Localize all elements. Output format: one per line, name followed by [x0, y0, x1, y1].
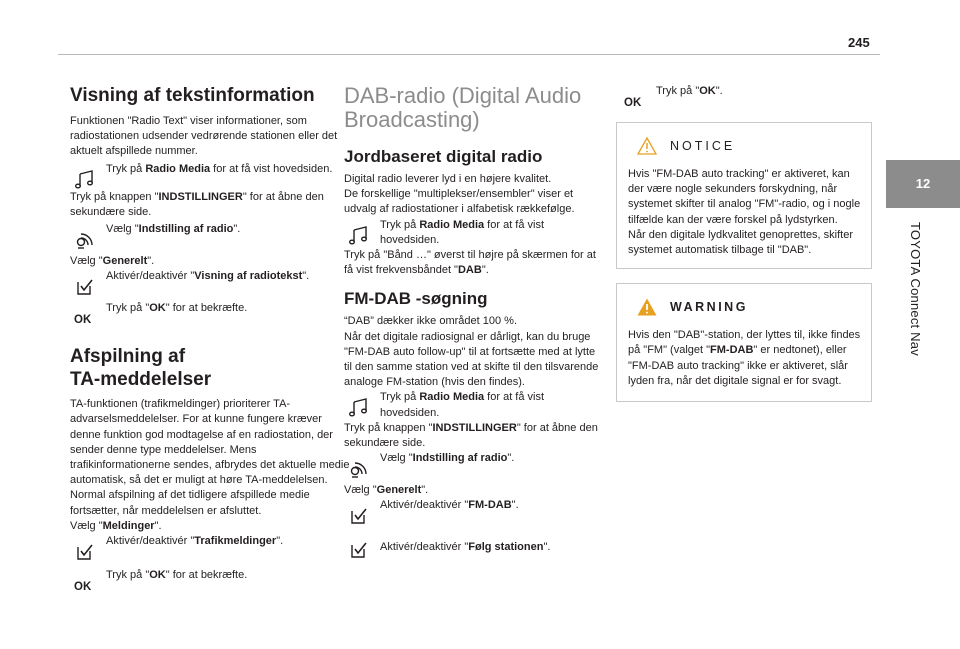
step-text: Tryk på Radio Media for at få vist hovedsiden. [106, 162, 333, 175]
step-text: Vælg "Indstilling af radio". [380, 452, 515, 465]
paragraph: TA-funktionen (trafikmeldinger) prioriterer TA-advarselsmeddelelser. For at kunne fungere kræver denne funktion god modtagelse af en radiostation, der sender denne type meddelelser. Mens trafikinformationerne sendes, afbrydes det aktuelle medie automatisk, så det er muligt at høre TA-meddelelsen. Normal afspilning af det tidligere afspillede medie fortsætter, når meddelelsen er afsluttet. [70, 398, 350, 517]
ok-button-icon: OK [624, 97, 642, 109]
step-text: Tryk på "OK". [656, 85, 723, 97]
step-text: Aktivér/deaktivér "Følg stationen". [380, 541, 551, 554]
step-toggle-traffic [70, 534, 355, 562]
heading-ta: Afspilning af TA-meddelelser [70, 346, 212, 391]
step-text: Tryk på "OK" for at bekræfte. [106, 302, 248, 315]
column-2 [344, 84, 606, 560]
music-note-icon [346, 222, 372, 248]
step-confirm-ok [620, 84, 877, 120]
paragraph: Tryk på "Bånd …" øverst til højre på skærmen for at få vist frekvensbåndet "DAB". [344, 249, 596, 277]
warning-header [636, 294, 861, 320]
notice-text: Når den digitale lydkvalitet genoprettes, skifter systemet automatisk tilbage til "DAB". [628, 228, 854, 257]
paragraph: Tryk på knappen "INDSTILLINGER" for at åbne den sekundære side. [344, 421, 598, 450]
step-radio-settings [70, 222, 355, 252]
warning-box [616, 283, 872, 402]
step-radio-media [344, 390, 606, 420]
paragraph: Digital radio leverer lyd i en højere kvalitet. [344, 173, 552, 185]
warning-title: WARNING [670, 300, 748, 315]
column-1 [70, 84, 355, 596]
notice-header [636, 133, 861, 159]
step-text: Tryk på Radio Media for at få vist hovedsiden. [380, 391, 545, 419]
step-text: Aktivér/deaktivér "FM-DAB". [380, 499, 519, 512]
ok-button-icon: OK [74, 581, 92, 594]
paragraph: Vælg "Generelt". [344, 484, 429, 497]
radio-signal-icon [346, 455, 372, 481]
heading-terrestrial: Jordbaseret digital radio [344, 147, 543, 166]
header-rule [58, 54, 880, 55]
notice-text: Hvis "FM-DAB auto tracking" er aktiveret, kan der være nogle sekunders forskydning, når systemet skifter til analog "FM"-radio, og i nogle tilfælde kan der være forskel på lydstyrken. [628, 168, 861, 226]
column-3 [622, 84, 877, 402]
step-radio-media [344, 218, 606, 248]
paragraph: Tryk på knappen "INDSTILLINGER" for at åbne den sekundære side. [70, 190, 324, 218]
music-note-icon [72, 166, 98, 192]
paragraph: Funktionen "Radio Text" viser informationer, som radiostationen udsender vedrørende stationen eller det aktuelt afspillede nummer. [70, 115, 338, 158]
step-toggle-follow [344, 532, 606, 560]
music-note-icon [346, 394, 372, 420]
step-text: Aktivér/deaktivér "Trafikmeldinger". [106, 535, 284, 548]
paragraph: Vælg "Meldinger". [70, 519, 162, 532]
paragraph: “DAB” dækker ikke området 100 %. [344, 315, 518, 328]
step-confirm-ok [70, 568, 355, 596]
warning-triangle-icon [636, 297, 658, 317]
ok-button-icon: OK [74, 314, 92, 327]
chapter-number: 12 [915, 176, 931, 191]
heading-fm-dab: FM-DAB -søgning [344, 289, 488, 309]
step-confirm-ok [70, 301, 355, 333]
sidebar-title-text: TOYOTA Connect Nav [908, 222, 923, 356]
chapter-tab[interactable] [886, 160, 960, 208]
step-text: Vælg "Indstilling af radio". [106, 223, 241, 236]
notice-triangle-icon [636, 136, 658, 156]
checkbox-icon [72, 273, 98, 299]
step-text: Aktivér/deaktivér "Visning af radiotekst". [106, 270, 310, 283]
paragraph: Når det digitale radiosignal er dårligt, kan du bruge "FM-DAB auto follow-up" til at fortsætte med at lytte til den samme station ved at skifte til den tilsvarende analoge FM-station (hvis den findes). [344, 330, 599, 389]
step-text: Tryk på Radio Media for at få vist hovedsiden. [380, 218, 545, 246]
step-toggle-radiotext [70, 269, 355, 297]
step-radio-settings [344, 451, 606, 481]
notice-title: NOTICE [670, 139, 736, 153]
checkbox-icon [346, 536, 372, 562]
step-toggle-fmdab [344, 498, 606, 526]
radio-signal-icon [72, 226, 98, 252]
step-text: Tryk på "OK" for at bekræfte. [106, 569, 248, 582]
checkbox-icon [72, 538, 98, 564]
warning-text: Hvis den "DAB"-station, der lyttes til, ikke findes på "FM" (valget "FM-DAB" er nedtonet), eller "FM-DAB auto tracking" ikke er aktiveret, slår lyden fra, når det digitale signal er for svagt. [628, 329, 861, 387]
section-title-dab: DAB-radio (Digital Audio Broadcasting) [344, 83, 582, 132]
heading-text-info: Visning af tekstinformation [70, 85, 315, 106]
paragraph: De forskellige "multiplekser/ensembler" viser et udvalg af radiostationer i alfabetisk rækkefølge. [344, 188, 575, 216]
checkbox-icon [346, 502, 372, 528]
step-radio-media [70, 162, 355, 190]
paragraph: Vælg "Generelt". [70, 255, 155, 268]
notice-box [616, 122, 872, 269]
sidebar-title [908, 222, 938, 472]
page-number: 245 [848, 35, 870, 50]
